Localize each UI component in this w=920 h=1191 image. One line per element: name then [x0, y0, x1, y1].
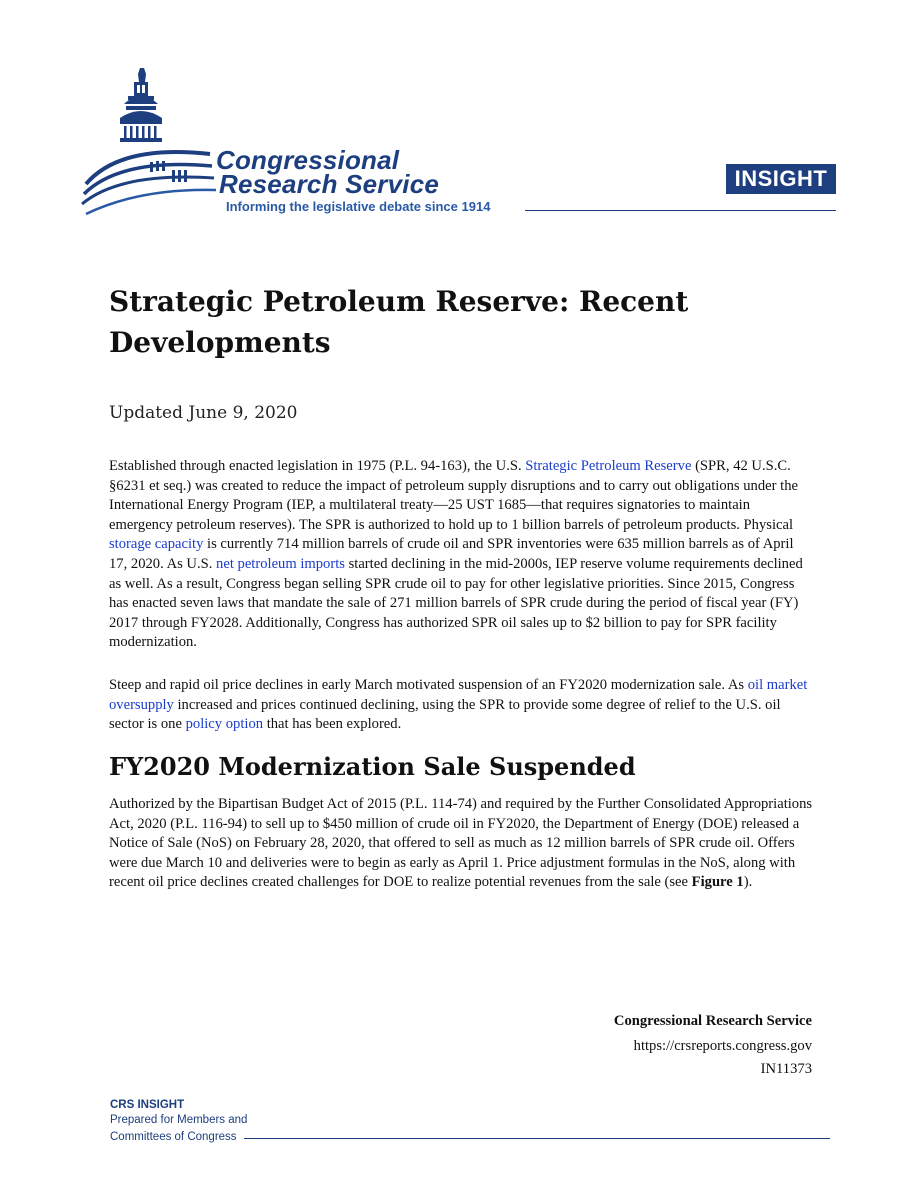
- footer-url[interactable]: https://crsreports.congress.gov: [633, 1038, 812, 1054]
- insight-badge: INSIGHT: [726, 164, 836, 194]
- brand-name-line2: Research Service: [219, 169, 440, 199]
- footer-divider: [244, 1138, 830, 1139]
- document-title: Strategic Petroleum Reserve: Recent Developments: [109, 285, 689, 359]
- paragraph-2: [109, 676, 813, 735]
- brand-tagline: Informing the legislative debate since 1914: [226, 199, 491, 214]
- text-run: started declining in the mid-2000s, IEP reserve volume requirements declined as well. As a result, Congress began selling SPR crude oil to pay for other legislative priorities. Since 2015, Congress has enacted seven laws that mandate the sale of 271 million barrels of SPR crude during the period of fiscal year (FY) 2017 through FY2028. Additionally, Congress has authorized SPR oil sales up to $2 billion to pay for SPR facility modernization.: [109, 555, 803, 651]
- figure-reference: Figure 1: [691, 874, 744, 891]
- capitol-dome-icon: [80, 66, 220, 216]
- text-run: (SPR, 42 U.S.C. §6231 et seq.) was created to reduce the impact of petroleum supply disruptions and to carry out obligations under the International Energy Program (IEP, a multilateral treaty—25 UST 1685—that requires signatories to maintain emergency petroleum reserves). The SPR is authorized to hold up to 1 billion barrels of petroleum products. Physical: [109, 458, 798, 533]
- text-run: increased and prices continued declining, using the SPR to provide some degree of relief to the U.S. oil sector is one: [109, 696, 781, 733]
- intro-paragraph: [109, 457, 813, 653]
- text-run: is currently 714 million barrels of crude oil and SPR inventories were 635 million barrels as of April 17, 2020. As U.S.: [109, 536, 794, 572]
- strategic-petroleum-reserve-link[interactable]: Strategic Petroleum Reserve: [525, 458, 692, 474]
- crs-insight-label: CRS INSIGHT: [110, 1099, 185, 1111]
- text-run: Established through enacted legislation in 1975 (P.L. 94-163), the U.S.: [109, 458, 526, 474]
- text-run: that has been explored.: [263, 716, 402, 733]
- oil-market-oversupply-link[interactable]: oil market oversupply: [109, 677, 808, 713]
- brand-name-line1: Congressional: [216, 145, 400, 175]
- updated-date: Updated June 9, 2020: [109, 403, 298, 423]
- storage-capacity-link[interactable]: storage capacity: [109, 536, 204, 553]
- prepared-line-1: Prepared for Members and: [110, 1114, 248, 1126]
- text-run: Authorized by the Bipartisan Budget Act of 2015 (P.L. 114-74) and required by the Further Consolidated Appropriations Act, 2020 (P.L. 116-94) to sell up to $450 million of crude oil in FY2020, the Department of Energy (DOE) released a Notice of Sale (NoS) on February 28, 2020, that offered to sell as much as 12 million barrels of SPR crude oil. Offers were due March 10 and deliveries were to begin as early as April 1. Price adjustment formulas in the NoS, along with recent oil price declines created challenges for DOE to realize potential revenues from the sale (see: [109, 796, 813, 891]
- header-divider: [525, 210, 836, 211]
- prepared-line-2: Committees of Congress: [110, 1131, 237, 1143]
- policy-option-link[interactable]: policy option: [185, 716, 264, 733]
- text-run: Steep and rapid oil price declines in early March motivated suspension of an FY2020 modernization sale. As: [109, 677, 748, 693]
- paragraph-3: [109, 795, 813, 893]
- footer-org: Congressional Research Service: [613, 1013, 812, 1029]
- footer-report-id: IN11373: [760, 1061, 812, 1077]
- section-heading: FY2020 Modernization Sale Suspended: [109, 752, 636, 781]
- text-run: ).: [743, 874, 753, 891]
- net-petroleum-imports-link[interactable]: net petroleum imports: [216, 555, 345, 572]
